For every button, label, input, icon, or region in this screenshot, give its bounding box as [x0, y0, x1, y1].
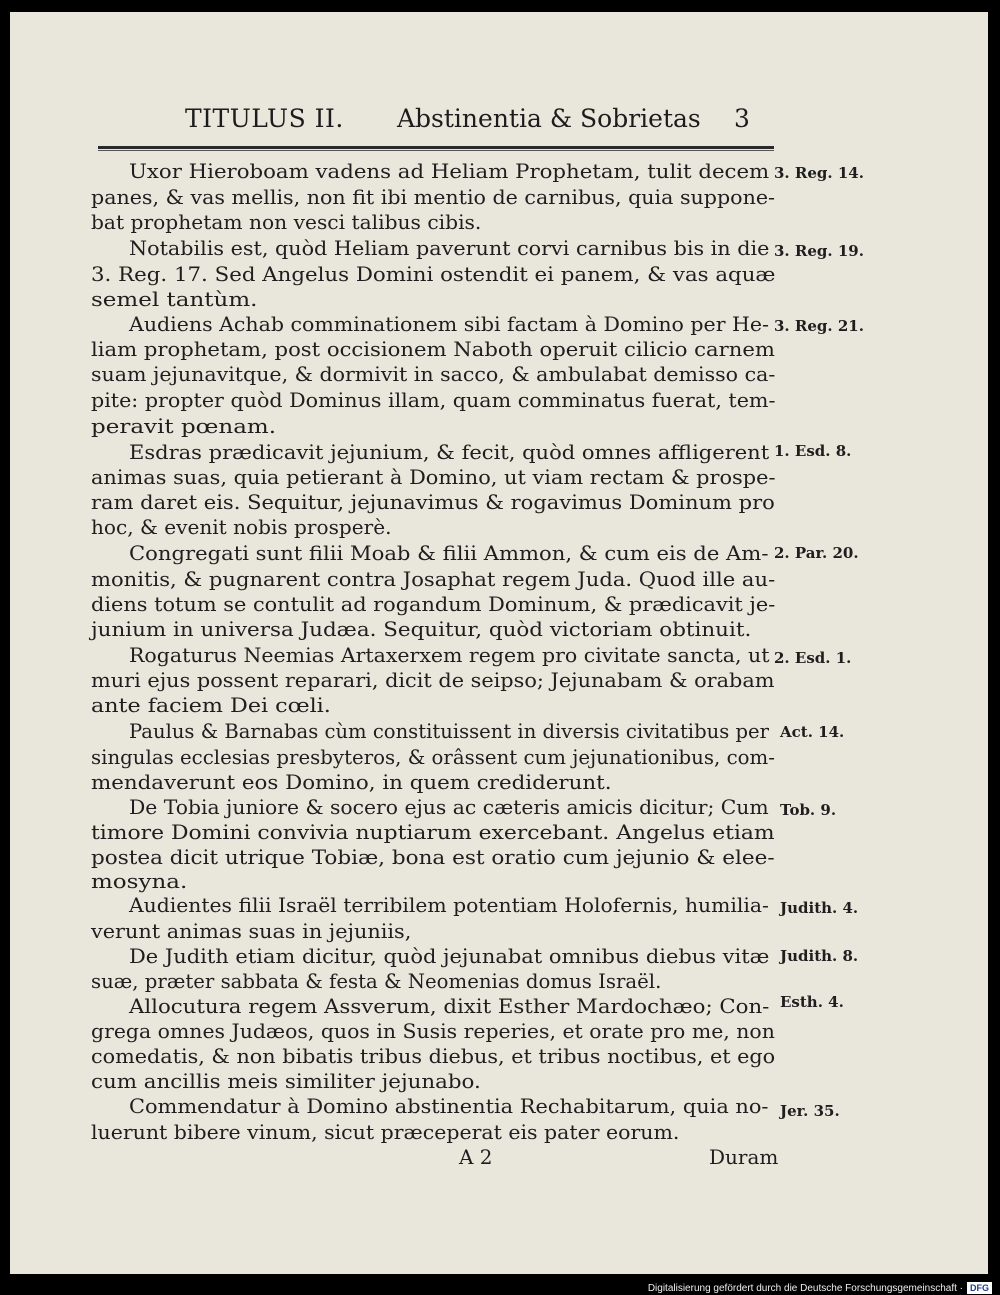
margin-reference: Act. 14.	[780, 723, 845, 741]
text-line: comedatis, & non bibatis tribus diebus, et tribus noctibus, et ego	[91, 1044, 776, 1068]
dfg-logo: DFG	[967, 1282, 992, 1294]
text-line: panes, & vas mellis, non fit ibi mentio de carnibus, quia suppone-	[91, 185, 776, 209]
text-line: peravit pœnam.	[91, 414, 277, 438]
margin-reference: Judith. 8.	[780, 947, 859, 965]
text-line: Uxor Hieroboam vadens ad Heliam Prophetam, tulit decem	[129, 159, 770, 183]
margin-reference: 3. Reg. 19.	[774, 242, 864, 260]
text-line: 3. Reg. 17. Sed Angelus Domini ostendit ei panem, & vas aquæ	[91, 262, 776, 286]
text-line: suæ, præter sabbata & festa & Neomenias domus Israël.	[91, 969, 662, 993]
text-line: hoc, & evenit nobis prosperè.	[91, 515, 392, 539]
header-subtitle: Abstinentia & Sobrietas	[397, 104, 701, 133]
text-line: Notabilis est, quòd Heliam paverunt corvi carnibus bis in die	[129, 236, 770, 260]
text-line: junium in universa Judæa. Sequitur, quòd victoriam obtinuit.	[91, 617, 752, 641]
text-line: luerunt bibere vinum, sicut præceperat eis pater eorum.	[91, 1120, 680, 1144]
footer-text: Digitalisierung gefördert durch die Deutsche Forschungsgemeinschaft ·	[647, 1282, 963, 1294]
text-line: liam prophetam, post occisionem Naboth operuit cilicio carnem	[91, 337, 775, 361]
text-line: Esdras prædicavit jejunium, & fecit, quòd omnes affligerent	[129, 440, 770, 464]
text-line: Paulus & Barnabas cùm constituissent in diversis civitatibus per	[129, 719, 769, 743]
text-line: Allocutura regem Assverum, dixit Esther Mardochæo; Con-	[129, 994, 770, 1018]
text-line: grega omnes Judæos, quos in Susis reperies, et orate pro me, non	[91, 1019, 775, 1043]
text-line: mosyna.	[91, 869, 188, 893]
text-line: Audiens Achab comminationem sibi factam à Domino per He-	[129, 312, 769, 336]
text-line: bat prophetam non vesci talibus cibis.	[91, 210, 482, 234]
margin-reference: Jer. 35.	[780, 1102, 840, 1120]
margin-reference: Judith. 4.	[780, 899, 859, 917]
text-line: Audientes filii Israël terribilem potentiam Holofernis, humilia-	[129, 893, 769, 917]
margin-reference: 3. Reg. 21.	[774, 317, 864, 335]
text-line: semel tantùm.	[91, 287, 258, 311]
text-line: De Judith etiam dicitur, quòd jejunabat omnibus diebus vitæ	[129, 944, 770, 968]
signature-mark: A 2	[459, 1145, 493, 1169]
text-line: cum ancillis meis similiter jejunabo.	[91, 1069, 481, 1093]
text-line: Rogaturus Neemias Artaxerxem regem pro civitate sancta, ut	[129, 643, 770, 667]
margin-reference: Tob. 9.	[780, 801, 837, 819]
margin-reference: 2. Par. 20.	[774, 544, 859, 562]
margin-reference: 2. Esd. 1.	[774, 649, 852, 667]
text-line: ram daret eis. Sequitur, jejunavimus & rogavimus Dominum pro	[91, 490, 775, 514]
text-line: singulas ecclesias presbyteros, & orâssent cum jejunationibus, com-	[91, 745, 775, 769]
catchword: Duram	[709, 1145, 779, 1169]
text-line: suam jejunavitque, & dormivit in sacco, & ambulabat demisso ca-	[91, 362, 776, 386]
running-header	[185, 104, 785, 138]
text-line: ante faciem Dei cœli.	[91, 693, 331, 717]
header-rule-thin	[98, 150, 774, 151]
text-line: monitis, & pugnarent contra Josaphat regem Juda. Quod ille au-	[91, 567, 776, 591]
margin-reference: 1. Esd. 8.	[774, 442, 852, 460]
margin-reference: 3. Reg. 14.	[774, 164, 864, 182]
text-line: De Tobia juniore & socero ejus ac cæteris amicis dicitur; Cum	[129, 795, 769, 819]
text-line: pite: propter quòd Dominus illam, quam comminatus fuerat, tem-	[91, 388, 776, 412]
header-title: TITULUS II.	[185, 104, 344, 133]
margin-reference: Esth. 4.	[780, 993, 844, 1011]
text-line: muri ejus possent reparari, dicit de seipso; Jejunabam & orabam	[91, 668, 775, 692]
text-line: Commendatur à Domino abstinentia Rechabitarum, quia no-	[129, 1094, 769, 1118]
text-line: postea dicit utrique Tobiæ, bona est oratio cum jejunio & elee-	[91, 845, 775, 869]
page-number: 3	[734, 104, 750, 133]
text-line: diens totum se contulit ad rogandum Dominum, & prædicavit je-	[91, 592, 776, 616]
text-line: timore Domini convivia nuptiarum exercebant. Angelus etiam	[91, 820, 775, 844]
book-page	[10, 12, 988, 1274]
header-rule	[98, 146, 774, 149]
text-line: mendaverunt eos Domino, in quem crediderunt.	[91, 770, 612, 794]
digitization-footer	[648, 1281, 992, 1295]
text-line: Congregati sunt filii Moab & filii Ammon, & cum eis de Am-	[129, 541, 769, 565]
text-line: verunt animas suas in jejuniis,	[91, 919, 412, 943]
text-line: animas suas, quia petierant à Domino, ut viam rectam & prospe-	[91, 465, 776, 489]
